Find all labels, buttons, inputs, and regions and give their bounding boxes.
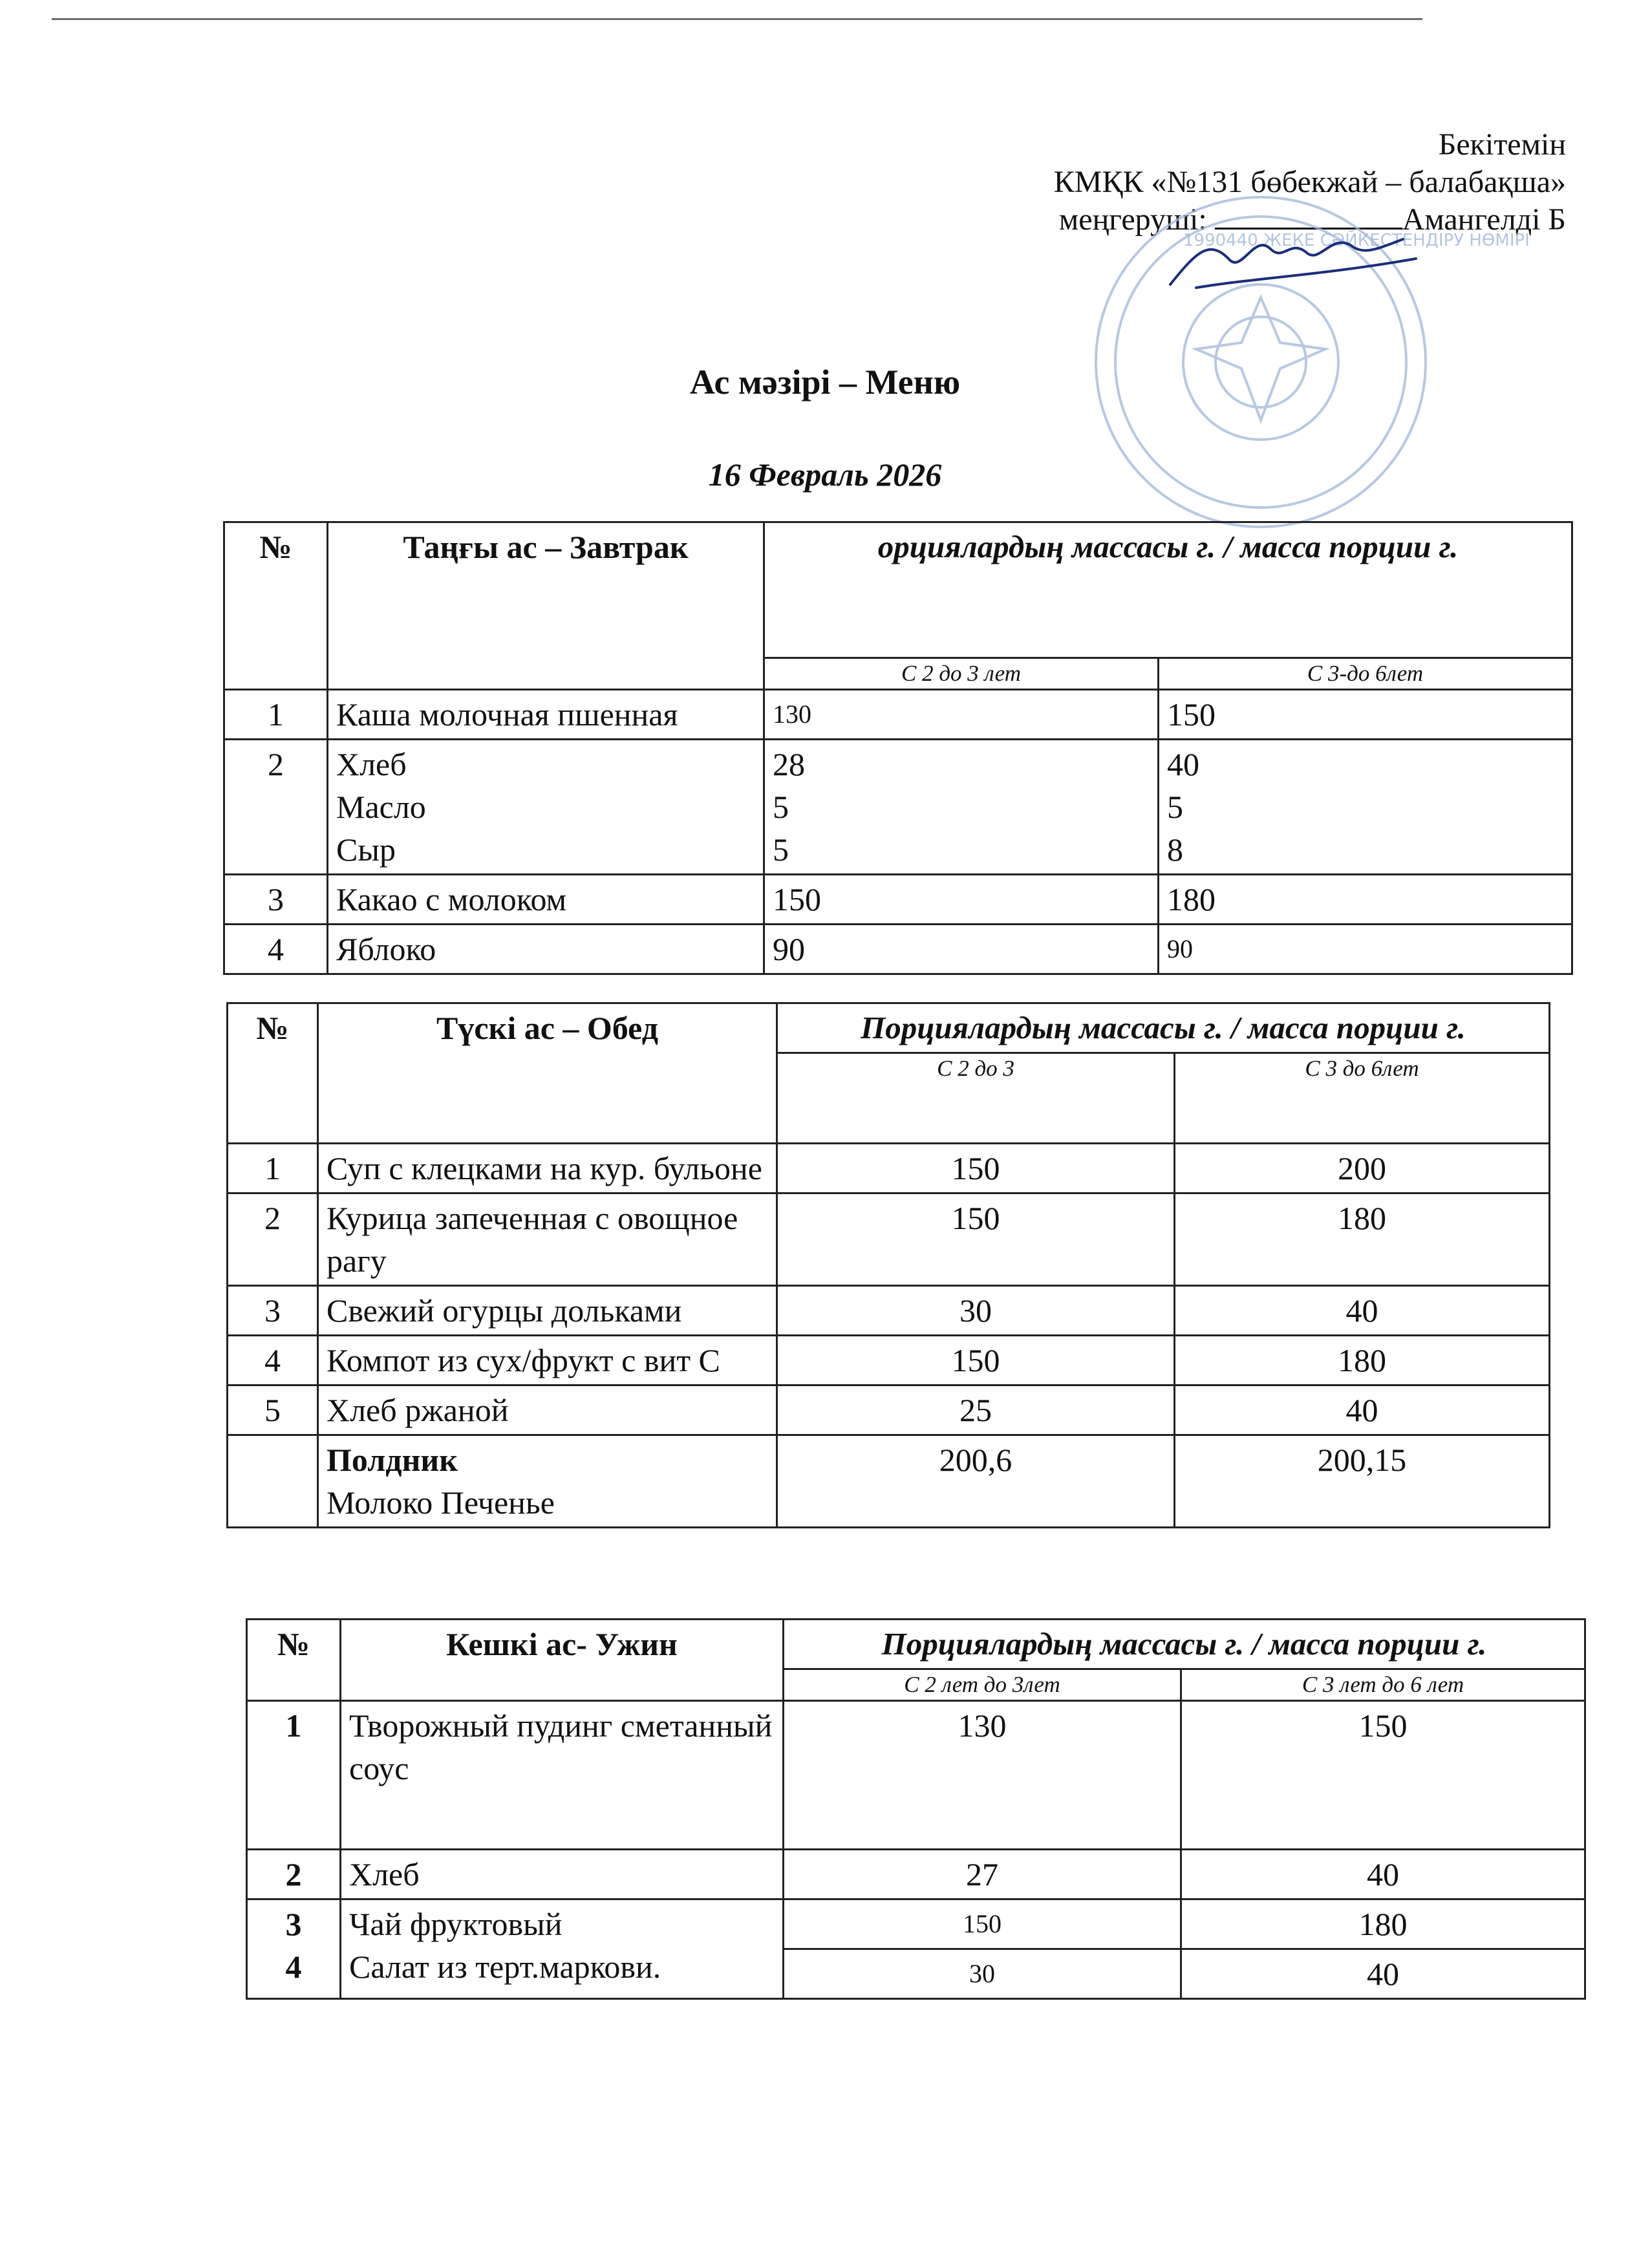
mass-age-2-3: 130 [764, 690, 1159, 740]
dish-name: Молоко Печенье [327, 1484, 555, 1521]
mass-age-3-6: 180 [1181, 1899, 1585, 1949]
mass-age-2-3: 130 [784, 1701, 1181, 1850]
table-row [228, 1286, 1550, 1336]
table-row [228, 1435, 1550, 1528]
mass-age-2-3: 5 [773, 831, 789, 868]
table-row [247, 1701, 1585, 1850]
dish-name: Компот из сух/фрукт с вит С [318, 1336, 777, 1385]
mass-age-2-3: 150 [777, 1144, 1175, 1193]
dinner-table [246, 1618, 1586, 2000]
mass-age-2-3: 5 [773, 789, 789, 825]
lunch-table [226, 1002, 1550, 1528]
mass-age-3-6: 180 [1159, 875, 1572, 925]
table-row [224, 875, 1572, 925]
table-row [228, 1336, 1550, 1385]
mass-age-2-3: 150 [784, 1899, 1181, 1949]
mass-age-2-3: 27 [784, 1850, 1181, 1899]
stamp-number: 1990440 ЖЕКЕ СӘЙКЕСТЕНДІРУ НӨМІРІ [1183, 231, 1530, 250]
mass-age-3-6: 40 [1181, 1949, 1585, 1999]
row-number: 3 [224, 875, 328, 925]
handwritten-signature-image [1157, 213, 1429, 304]
dish-name: Какао с молоком [328, 875, 764, 925]
table-row [228, 1144, 1550, 1193]
header-portion-mass: орциялардың массасы г. / масса порции г. [764, 522, 1572, 658]
mass-age-2-3: 90 [764, 925, 1159, 974]
table-row [224, 690, 1572, 740]
mass-age-2-3: 25 [777, 1385, 1175, 1435]
dish-name: Хлеб [336, 746, 407, 782]
subheader-age-2-3: С 2 до 3 лет [764, 658, 1159, 690]
table-row [228, 1193, 1550, 1286]
subheader-age-2-3: С 2 до 3 [777, 1053, 1175, 1144]
dish-name: Свежий огурцы дольками [318, 1286, 777, 1336]
approval-title: Бекітемін [1438, 127, 1566, 162]
snack-title: Полдник [327, 1442, 458, 1478]
dish-name-list [328, 740, 764, 875]
mass-age-2-3: 30 [777, 1286, 1175, 1336]
header-number: № [224, 522, 328, 690]
row-number: 1 [224, 690, 328, 740]
table-header-row [247, 1620, 1585, 1669]
mass-age-2-3: 28 [773, 746, 805, 782]
dish-name: Суп с клецками на кур. бульоне [318, 1144, 777, 1193]
dish-name: Каша молочная пшенная [328, 690, 764, 740]
snack-cell [318, 1435, 777, 1528]
header-dinner: Кешкі ас- Ужин [341, 1620, 784, 1701]
table-header-row [228, 1003, 1550, 1053]
header-portion-mass: Порциялардың массасы г. / масса порции г. [784, 1620, 1585, 1669]
mass-age-3-6: 5 [1167, 789, 1183, 825]
subheader-age-3-6: С 3 до 6лет [1175, 1053, 1550, 1144]
dish-name: Чай фруктовый [349, 1906, 562, 1942]
header-number: № [247, 1620, 341, 1701]
dish-name: Хлеб ржаной [318, 1385, 777, 1435]
row-number: 4 [285, 1949, 302, 1985]
table-row [247, 1850, 1585, 1899]
subheader-age-3-6: С 3-до 6лет [1159, 658, 1572, 690]
subheader-age-3-6: С 3 лет до 6 лет [1181, 1669, 1585, 1701]
row-number-pair [247, 1899, 341, 1999]
table-row [224, 925, 1572, 974]
row-number [228, 1435, 318, 1528]
mass-age-3-6: 8 [1167, 831, 1183, 868]
row-number: 1 [247, 1701, 341, 1850]
approval-organization: КМҚК «№131 бөбекжай – балабақша» [1053, 165, 1566, 199]
mass-age-2-3: 150 [764, 875, 1159, 925]
row-number: 5 [228, 1385, 318, 1435]
mass-age-3-6: 40 [1175, 1385, 1550, 1435]
mass-age-3-6: 200 [1175, 1144, 1550, 1193]
mass-age-3-6: 40 [1181, 1850, 1585, 1899]
row-number: 3 [228, 1286, 318, 1336]
mass-age-3-6-list [1159, 740, 1572, 875]
row-number: 3 [285, 1906, 302, 1942]
header-breakfast: Таңғы ас – Завтрак [328, 522, 764, 690]
mass-age-3-6: 200,15 [1175, 1435, 1550, 1528]
mass-age-2-3: 150 [777, 1193, 1175, 1286]
mass-age-3-6: 150 [1159, 690, 1572, 740]
header-number: № [228, 1003, 318, 1144]
table-row [247, 1899, 1585, 1949]
dish-name: Масло [336, 789, 426, 825]
page-title: Ас мәзірі – Меню [689, 363, 961, 401]
dish-name-list [341, 1899, 784, 1999]
director-name: Амангелді Б [1402, 202, 1566, 237]
dish-name: Творожный пудинг сметанный соус [341, 1701, 784, 1850]
table-header-row [224, 522, 1572, 658]
row-number: 1 [228, 1144, 318, 1193]
mass-age-3-6: 90 [1159, 925, 1572, 974]
row-number: 4 [228, 1336, 318, 1385]
dish-name: Салат из терт.маркови. [349, 1949, 661, 1985]
mass-age-3-6: 180 [1175, 1193, 1550, 1286]
subheader-age-2-3: С 2 лет до 3лет [784, 1669, 1181, 1701]
mass-age-3-6: 180 [1175, 1336, 1550, 1385]
row-number: 2 [228, 1193, 318, 1286]
dish-name: Яблоко [328, 925, 764, 974]
table-row [228, 1385, 1550, 1435]
row-number: 2 [247, 1850, 341, 1899]
row-number: 2 [224, 740, 328, 875]
dish-name: Курица запеченная с овощное рагу [318, 1193, 777, 1286]
table-row [224, 740, 1572, 875]
header-lunch: Түскі ас – Обед [318, 1003, 777, 1144]
mass-age-3-6: 40 [1167, 746, 1199, 782]
scan-edge-line [52, 18, 1422, 20]
director-label: меңгеруші: [1058, 202, 1207, 237]
dish-name: Хлеб [341, 1850, 784, 1899]
header-portion-mass: Порциялардың массасы г. / масса порции г. [777, 1003, 1550, 1053]
mass-age-3-6: 150 [1181, 1701, 1585, 1850]
menu-date: 16 Февраль 2026 [708, 456, 942, 493]
mass-age-2-3: 150 [777, 1336, 1175, 1385]
dish-name: Сыр [336, 831, 396, 868]
mass-age-3-6: 40 [1175, 1286, 1550, 1336]
mass-age-2-3: 200,6 [777, 1435, 1175, 1528]
mass-age-2-3-list [764, 740, 1159, 875]
breakfast-table [223, 521, 1573, 975]
row-number: 4 [224, 925, 328, 974]
mass-age-2-3: 30 [784, 1949, 1181, 1999]
